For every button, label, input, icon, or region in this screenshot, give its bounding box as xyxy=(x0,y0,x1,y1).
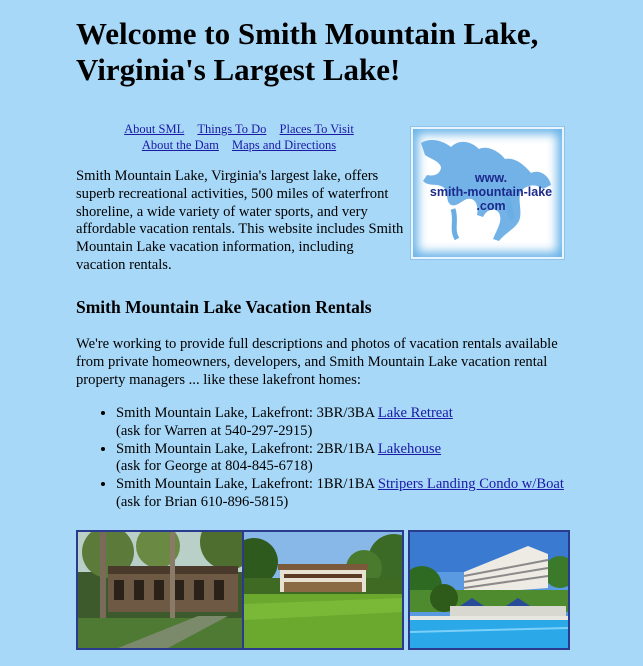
site-logo[interactable] xyxy=(411,127,564,259)
page-title-line2: Virginia's Largest Lake! xyxy=(76,52,401,87)
list-item xyxy=(116,476,576,512)
rentals-description: We're working to provide full descriptions and photos of vacation rentals available from private homeowners, developers, and Smith Mountain Lake vacation rental property managers ... like these lakefront homes: xyxy=(76,336,558,388)
page-title xyxy=(76,16,616,88)
rental-prefix: Smith Mountain Lake, Lakefront: 2BR/1BA xyxy=(116,440,378,457)
rental-contact: (ask for George at 804-845-6718) xyxy=(116,458,313,475)
rental-link-stripers-landing[interactable]: Stripers Landing Condo w/Boat xyxy=(377,476,564,493)
logo-text-line3: .com xyxy=(476,199,506,213)
rentals-heading: Smith Mountain Lake Vacation Rentals xyxy=(76,297,372,317)
rental-link-lakehouse[interactable]: Lakehouse xyxy=(377,440,442,457)
rental-prefix: Smith Mountain Lake, Lakefront: 3BR/3BA xyxy=(116,405,378,421)
rental-contact: (ask for Warren at 540-297-2915) xyxy=(116,422,313,439)
nav-links xyxy=(76,121,402,153)
intro-paragraph: Smith Mountain Lake, Virginia's largest lake, offers superb recreational activities, 500 miles of waterfront shoreline, a wide variety of water sports, and very affordable vacation rentals. This website includes Smith Mountain Lake vacation information, including vacation rentals. xyxy=(76,168,404,273)
logo-text xyxy=(423,171,559,213)
nav-link-things-to-do[interactable]: Things To Do xyxy=(197,122,267,136)
page-title-line1: Welcome to Smith Mountain Lake, xyxy=(76,16,539,51)
lakehouse-photo[interactable] xyxy=(242,530,404,650)
nav-link-places-to-visit[interactable]: Places To Visit xyxy=(279,122,354,136)
nav-link-about-the-dam[interactable]: About the Dam xyxy=(141,138,219,152)
rental-link-lake-retreat[interactable]: Lake Retreat xyxy=(377,405,453,421)
rentals-list xyxy=(76,405,576,512)
stripers-landing-condo-photo[interactable] xyxy=(408,530,570,650)
logo-text-line2: smith-mountain-lake xyxy=(429,185,553,199)
nav-link-about-sml[interactable]: About SML xyxy=(124,122,185,136)
list-item xyxy=(116,405,576,441)
nav-link-maps-and-directions[interactable]: Maps and Directions xyxy=(232,138,337,152)
rental-prefix: Smith Mountain Lake, Lakefront: 1BR/1BA xyxy=(116,476,378,493)
logo-text-line1: www. xyxy=(474,171,508,185)
list-item xyxy=(116,441,576,477)
rental-contact: (ask for Brian 610-896-5815) xyxy=(116,493,289,510)
